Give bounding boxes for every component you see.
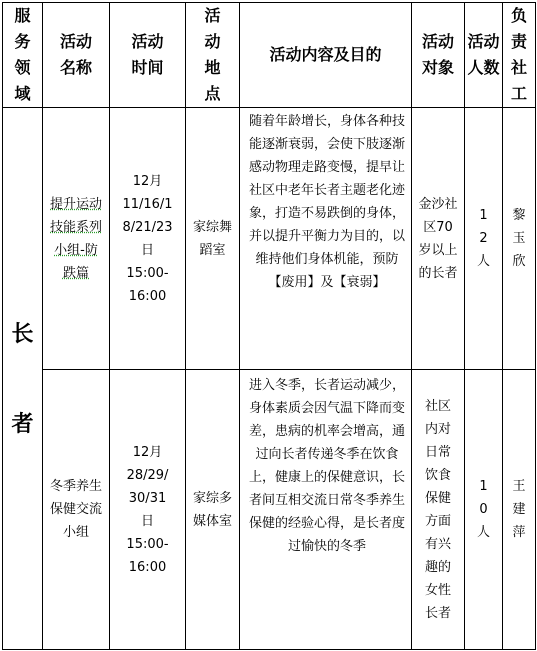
activity-name-cell: 冬季养生保健交流小组 bbox=[43, 370, 110, 650]
activity-place-cell: 家综舞蹈室 bbox=[186, 108, 240, 370]
time-hours: 15:00-16:00 bbox=[126, 536, 169, 575]
activity-target-cell: 金沙社区70岁以上的长者 bbox=[412, 108, 465, 370]
header-count: 活动人数 bbox=[465, 3, 503, 108]
time-days: 28/29/30/31日 bbox=[126, 467, 169, 529]
table-row bbox=[3, 370, 536, 650]
activity-target-cell: 社区内对日常饮食保健方面有兴趣的女性长者 bbox=[412, 370, 465, 650]
header-time: 活动时间 bbox=[110, 3, 186, 108]
time-month: 12月 bbox=[132, 444, 163, 460]
time-hours: 15:00-16:00 bbox=[126, 265, 169, 304]
header-row bbox=[3, 3, 536, 108]
header-place: 活动地点 bbox=[186, 3, 240, 108]
activity-place-cell: 家综多媒体室 bbox=[186, 370, 240, 650]
header-content: 活动内容及目的 bbox=[240, 3, 412, 108]
activity-worker-cell: 黎玉欣 bbox=[503, 108, 536, 370]
activity-count-cell: 10人 bbox=[465, 370, 503, 650]
header-worker: 负责社工 bbox=[503, 3, 536, 108]
time-month: 12月 bbox=[132, 173, 163, 189]
time-days: 11/16/18/21/23日 bbox=[122, 196, 173, 258]
activity-table bbox=[2, 2, 536, 650]
activity-content-cell: 进入冬季，长者运动减少，身体素质会因气温下降而变差，患病的机率会增高，通过向长者传递冬季在饮食上，健康上的保健意识，长者间互相交流日常冬季养生保健的经验心得，是长者度过愉快的冬季 bbox=[240, 370, 412, 650]
header-target: 活动对象 bbox=[412, 3, 465, 108]
activity-count-cell: 12人 bbox=[465, 108, 503, 370]
activity-time-cell bbox=[110, 370, 186, 650]
activity-time-cell bbox=[110, 108, 186, 370]
activity-worker-cell: 王建萍 bbox=[503, 370, 536, 650]
activity-name-cell: 提升运动技能系列小组-防跌篇 bbox=[43, 108, 110, 370]
header-domain: 服务领域 bbox=[3, 3, 43, 108]
header-name: 活动名称 bbox=[43, 3, 110, 108]
activity-content-cell: 随着年龄增长，身体各种技能逐渐衰弱，会使下肢逐渐感动物理走路变慢，提早让社区中老年长者主题老化迹象，打造不易跌倒的身体，并以提升平衡力为目的，以维持他们身体机能，预防【废用】及【衰弱】 bbox=[240, 108, 412, 370]
table-row bbox=[3, 108, 536, 370]
domain-cell: 长者 bbox=[3, 108, 43, 650]
